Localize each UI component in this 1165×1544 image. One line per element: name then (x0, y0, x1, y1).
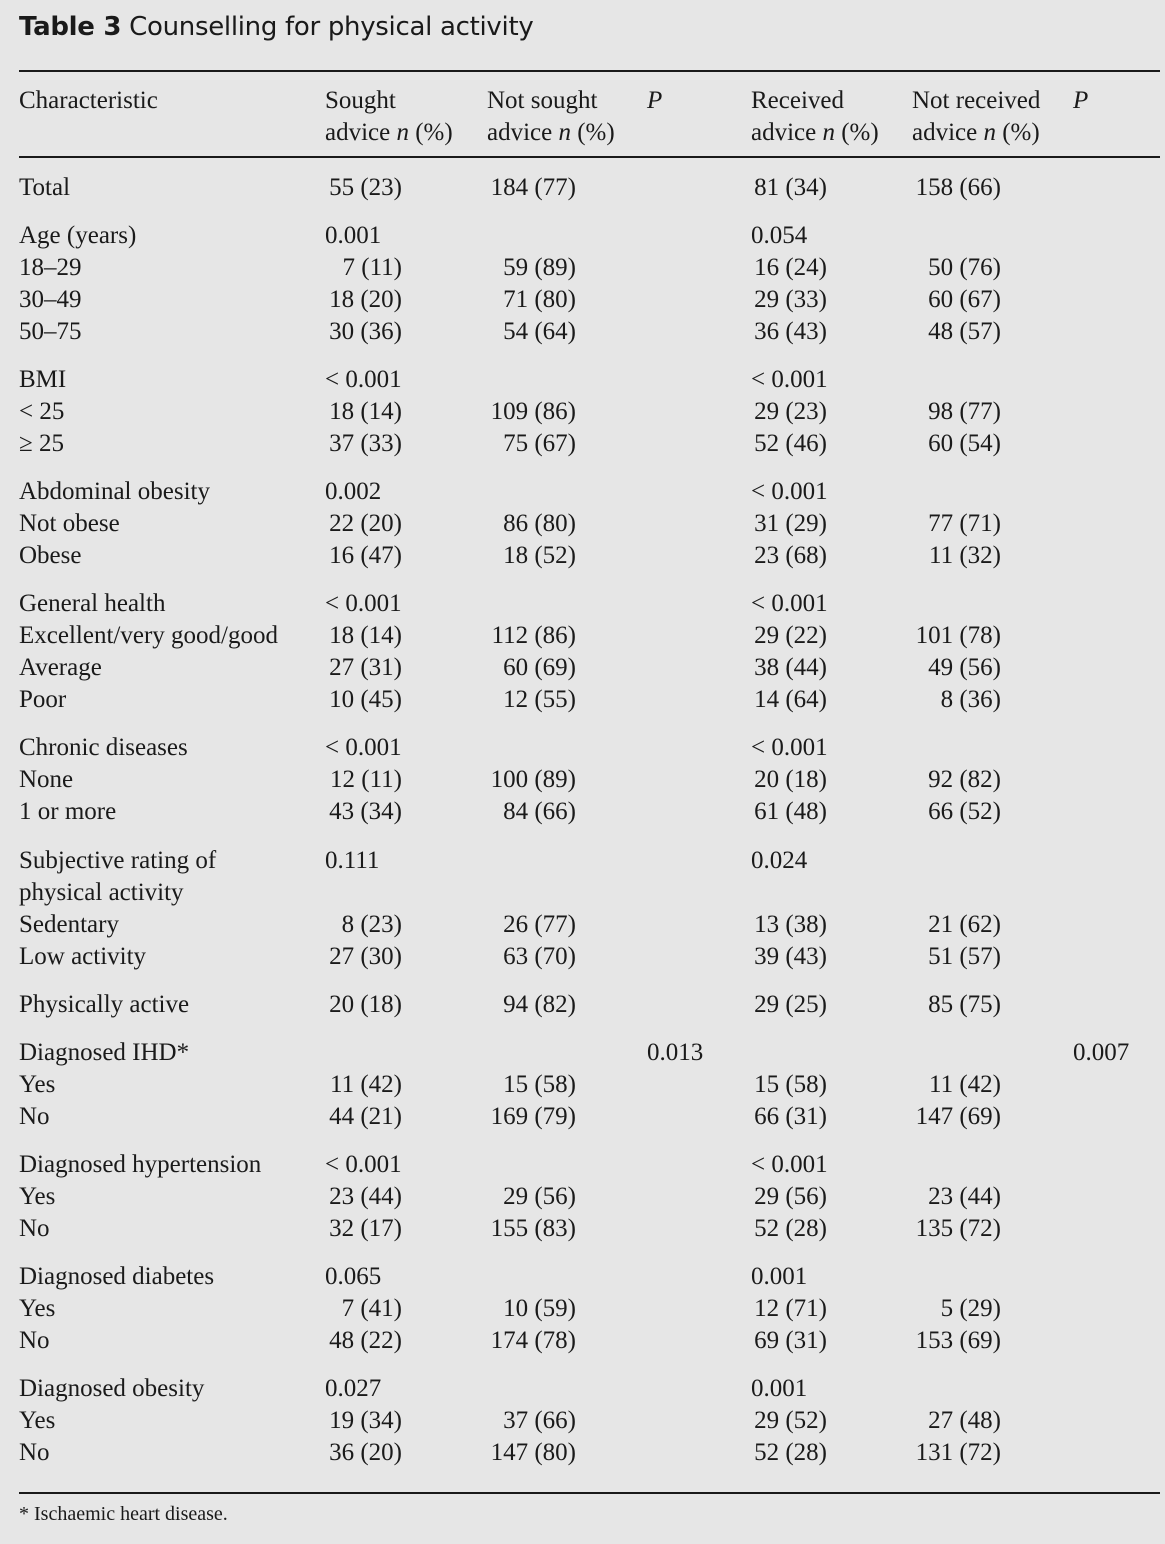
header-sought-line2: advice n (%) (325, 119, 453, 146)
cell-received: 20 (18) (754, 766, 827, 793)
cell-received: 29 (25) (754, 991, 827, 1018)
row-label: None (19, 766, 74, 793)
cell-received: 31 (29) (754, 510, 827, 537)
cell-not-received: 5 (29) (940, 1295, 1001, 1322)
cell-not-sought: 174 (78) (490, 1327, 576, 1354)
cell-not-sought: 155 (83) (490, 1215, 576, 1242)
cell-sought: 43 (34) (329, 798, 402, 825)
cell-not-received: 21 (62) (928, 911, 1001, 938)
row-label: General health (19, 590, 166, 617)
cell-sought: 10 (45) (329, 686, 402, 713)
cell-not-sought: 184 (77) (490, 174, 576, 201)
cell-not-received: 50 (76) (928, 254, 1001, 281)
cell-p-received: 0.007 (1073, 1039, 1130, 1066)
cell-not-sought: 109 (86) (490, 398, 576, 425)
cell-sought: 37 (33) (329, 430, 402, 457)
cell-received: 23 (68) (754, 542, 827, 569)
row-label: Chronic diseases (19, 734, 188, 761)
row-label: physical activity (19, 879, 184, 906)
cell-received: 0.001 (751, 1375, 808, 1402)
cell-not-received: 49 (56) (928, 654, 1001, 681)
cell-not-received: 101 (78) (915, 622, 1001, 649)
cell-not-received: 85 (75) (928, 991, 1001, 1018)
cell-received: < 0.001 (751, 590, 828, 617)
row-label: No (19, 1439, 50, 1466)
row-label: Yes (19, 1407, 56, 1434)
header-received-line1: Received (751, 87, 845, 114)
cell-received: 0.024 (751, 847, 808, 874)
cell-received: 16 (24) (754, 254, 827, 281)
row-label: Diagnosed IHD* (19, 1039, 190, 1066)
cell-received: 36 (43) (754, 318, 827, 345)
cell-sought: < 0.001 (325, 734, 402, 761)
header-not-received-line1: Not received (912, 87, 1041, 114)
cell-not-received: 77 (71) (928, 510, 1001, 537)
cell-sought: 18 (20) (329, 286, 402, 313)
cell-sought: 32 (17) (329, 1215, 402, 1242)
cell-sought: 30 (36) (329, 318, 402, 345)
header-p-sought: P (647, 87, 663, 114)
cell-sought: 55 (23) (329, 174, 402, 201)
cell-not-received: 8 (36) (940, 686, 1001, 713)
cell-not-received: 11 (42) (929, 1071, 1001, 1098)
cell-not-sought: 37 (66) (503, 1407, 576, 1434)
cell-received: 29 (52) (754, 1407, 827, 1434)
cell-sought: 16 (47) (329, 542, 402, 569)
cell-sought: < 0.001 (325, 1151, 402, 1178)
row-label: Yes (19, 1071, 56, 1098)
header-rule (19, 156, 1160, 158)
row-label: < 25 (19, 398, 65, 425)
cell-sought: 7 (41) (341, 1295, 402, 1322)
cell-sought: 36 (20) (329, 1439, 402, 1466)
cell-received: 61 (48) (754, 798, 827, 825)
header-sought-line1: Sought (325, 87, 396, 114)
cell-sought: 22 (20) (329, 510, 402, 537)
cell-not-sought: 54 (64) (503, 318, 576, 345)
cell-not-received: 153 (69) (915, 1327, 1001, 1354)
cell-sought: 27 (31) (329, 654, 402, 681)
cell-received: < 0.001 (751, 734, 828, 761)
cell-not-received: 48 (57) (928, 318, 1001, 345)
cell-sought: 19 (34) (329, 1407, 402, 1434)
cell-received: 12 (71) (754, 1295, 827, 1322)
cell-received: 13 (38) (754, 911, 827, 938)
cell-not-received: 60 (54) (928, 430, 1001, 457)
row-label: Low activity (19, 943, 147, 970)
cell-sought: 7 (11) (342, 254, 402, 281)
row-label: 18–29 (19, 254, 82, 281)
cell-not-sought: 84 (66) (503, 798, 576, 825)
table-caption: Counselling for physical activity (129, 12, 534, 42)
cell-not-sought: 26 (77) (503, 911, 576, 938)
row-label: Physically active (19, 991, 190, 1018)
cell-received: 52 (28) (754, 1439, 827, 1466)
cell-not-sought: 10 (59) (503, 1295, 576, 1322)
row-label: ≥ 25 (19, 430, 64, 457)
table-label: Table 3 (19, 12, 122, 42)
cell-not-received: 66 (52) (928, 798, 1001, 825)
row-label: Subjective rating of (19, 847, 217, 874)
cell-not-received: 11 (32) (929, 542, 1001, 569)
row-label: No (19, 1215, 50, 1242)
cell-sought: 0.001 (325, 222, 382, 249)
cell-sought: 27 (30) (329, 943, 402, 970)
row-label: 50–75 (19, 318, 82, 345)
cell-received: 0.001 (751, 1263, 808, 1290)
cell-not-received: 60 (67) (928, 286, 1001, 313)
cell-sought: < 0.001 (325, 590, 402, 617)
table-title (19, 12, 533, 42)
cell-sought: 44 (21) (329, 1103, 402, 1130)
cell-sought: 8 (23) (341, 911, 402, 938)
cell-not-sought: 75 (67) (503, 430, 576, 457)
cell-not-received: 147 (69) (915, 1103, 1001, 1130)
cell-sought: 0.002 (325, 478, 382, 505)
cell-received: 69 (31) (754, 1327, 827, 1354)
row-label: BMI (19, 366, 67, 393)
cell-sought: 0.027 (325, 1375, 382, 1402)
cell-not-sought: 100 (89) (490, 766, 576, 793)
cell-p-sought: 0.013 (647, 1039, 704, 1066)
cell-sought: 20 (18) (329, 991, 402, 1018)
cell-received: 29 (33) (754, 286, 827, 313)
cell-received: 52 (46) (754, 430, 827, 457)
row-label: 30–49 (19, 286, 82, 313)
header-received-line2: advice n (%) (751, 119, 879, 146)
cell-received: 52 (28) (754, 1215, 827, 1242)
cell-received: 66 (31) (754, 1103, 827, 1130)
cell-not-sought: 147 (80) (490, 1439, 576, 1466)
cell-received: 39 (43) (754, 943, 827, 970)
row-label: Diagnosed hypertension (19, 1151, 262, 1178)
cell-not-received: 51 (57) (928, 943, 1001, 970)
row-label: Yes (19, 1183, 56, 1210)
cell-not-sought: 59 (89) (503, 254, 576, 281)
cell-received: 38 (44) (754, 654, 827, 681)
cell-sought: 18 (14) (329, 398, 402, 425)
row-label: Average (19, 654, 102, 681)
cell-not-sought: 94 (82) (503, 991, 576, 1018)
cell-not-sought: 12 (55) (503, 686, 576, 713)
row-label: Obese (19, 542, 82, 569)
header-not-sought-line1: Not sought (487, 87, 598, 114)
cell-received: 81 (34) (754, 174, 827, 201)
cell-received: < 0.001 (751, 366, 828, 393)
row-label: 1 or more (19, 798, 117, 825)
row-label: Yes (19, 1295, 56, 1322)
cell-not-received: 27 (48) (928, 1407, 1001, 1434)
cell-not-sought: 60 (69) (503, 654, 576, 681)
cell-received: < 0.001 (751, 478, 828, 505)
cell-not-received: 131 (72) (915, 1439, 1001, 1466)
cell-sought: 0.065 (325, 1263, 382, 1290)
row-label: Age (years) (19, 222, 137, 249)
cell-received: 14 (64) (754, 686, 827, 713)
cell-not-received: 98 (77) (928, 398, 1001, 425)
cell-sought: 11 (42) (330, 1071, 402, 1098)
row-label: Not obese (19, 510, 120, 537)
cell-not-sought: 63 (70) (503, 943, 576, 970)
cell-not-sought: 86 (80) (503, 510, 576, 537)
header-not-received-line2: advice n (%) (912, 119, 1040, 146)
header-p-received: P (1073, 87, 1089, 114)
cell-not-sought: 18 (52) (503, 542, 576, 569)
cell-not-sought: 29 (56) (503, 1183, 576, 1210)
cell-not-received: 158 (66) (915, 174, 1001, 201)
row-label: Abdominal obesity (19, 478, 210, 505)
header-characteristic: Characteristic (19, 87, 158, 114)
row-label: No (19, 1327, 50, 1354)
cell-not-sought: 169 (79) (490, 1103, 576, 1130)
cell-received: 29 (56) (754, 1183, 827, 1210)
row-label: Poor (19, 686, 67, 713)
cell-received: 0.054 (751, 222, 808, 249)
cell-not-sought: 15 (58) (503, 1071, 576, 1098)
row-label: Excellent/very good/good (19, 622, 278, 649)
cell-sought: 18 (14) (329, 622, 402, 649)
row-label: No (19, 1103, 50, 1130)
top-rule (19, 70, 1160, 72)
row-label: Diagnosed diabetes (19, 1263, 215, 1290)
cell-not-received: 135 (72) (915, 1215, 1001, 1242)
cell-received: < 0.001 (751, 1151, 828, 1178)
cell-not-received: 23 (44) (928, 1183, 1001, 1210)
header-not-sought-line2: advice n (%) (487, 119, 615, 146)
footnote: * Ischaemic heart disease. (19, 1503, 228, 1525)
bottom-rule (19, 1492, 1160, 1494)
cell-sought: 12 (11) (330, 766, 402, 793)
cell-not-sought: 112 (86) (491, 622, 576, 649)
cell-sought: 0.111 (325, 847, 380, 874)
cell-sought: 23 (44) (329, 1183, 402, 1210)
cell-sought: < 0.001 (325, 366, 402, 393)
cell-received: 15 (58) (754, 1071, 827, 1098)
cell-received: 29 (23) (754, 398, 827, 425)
cell-sought: 48 (22) (329, 1327, 402, 1354)
row-label: Total (19, 174, 71, 201)
row-label: Diagnosed obesity (19, 1375, 205, 1402)
row-label: Sedentary (19, 911, 119, 938)
cell-not-sought: 71 (80) (503, 286, 576, 313)
cell-received: 29 (22) (754, 622, 827, 649)
cell-not-received: 92 (82) (928, 766, 1001, 793)
